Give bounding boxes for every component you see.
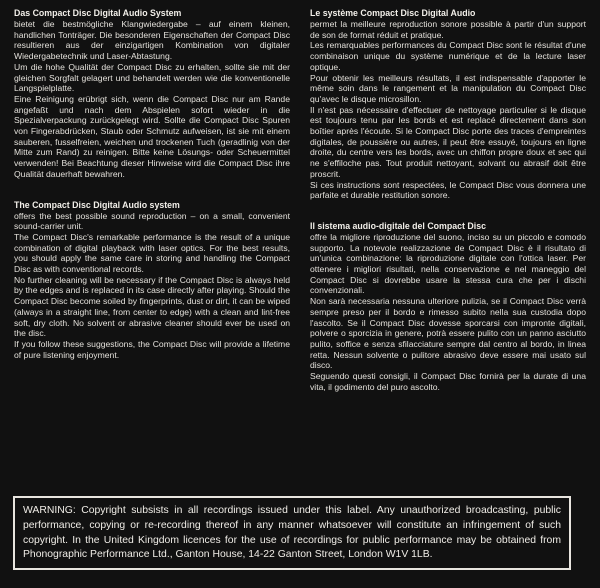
copyright-warning-box [13, 496, 571, 570]
text-columns [14, 8, 586, 478]
italian-title: Il sistema audio-digitale del Compact Disc [310, 220, 486, 231]
italian-paragraph: Non sarà necessaria nessuna ulteriore pulizia, se il Compact Disc verrà sempre preso per il bordo e rimesso subito nella sua custodia dopo l'ascolto. Se il Compact Disc dovesse sporcarsi con impronte digitali, polvere o sporcizia in genere, potrà essere pulito con un panno asciutto pulito, soffice e senza sfilacciature sempre dal centro al bordo, in linea retta. Nessun solvente o pulitore abrasivo deve essere mai usato sul disco. [310, 296, 586, 371]
german-paragraph: Eine Reinigung erübrigt sich, wenn die Compact Disc nur am Rande angefaßt und nach dem Abspielen sofort wieder in die Spezialverpackung zurückgelegt wird. Sollte die Compact Disc Spuren von Fingerabdrücken, Staub oder Schmutz aufweisen, ist sie mit einem sauberen, fusselfreien, weichen und trockenen Tuch (geradlinig von der Mitte zum Rand) zu reinigen. Bitte keine Lösungs- oder Scheuermittel verwenden! Bei Beachtung dieser Hinweise wird die Compact Disc ihre Qualität dauerhaft bewahren. [14, 93, 290, 179]
english-title: The Compact Disc Digital Audio system [14, 199, 180, 210]
english-paragraph: offers the best possible sound reproduction – on a small, convenient sound-carrier unit. [14, 210, 290, 232]
french-paragraph: Pour obtenir les meilleurs résultats, il est indispensable d'apporter le même soin dans le rangement et la manipulation du Compact Disc qu'avec le disque microsillon. [310, 72, 586, 104]
german-paragraph: bietet die bestmögliche Klangwiedergabe – auf einem kleinen, handlichen Tonträger. Die besonderen Eigenschaften der Compact Disc resultieren aus der einzigartigen Kombination von digitaler Wiedergabetechnik und Laser-Abtastung. [14, 19, 290, 62]
english-paragraph: If you follow these suggestions, the Compact Disc will provide a lifetime of pure listening enjoyment. [14, 338, 290, 360]
left-column [14, 8, 290, 478]
german-title: Das Compact Disc Digital Audio System [14, 8, 182, 18]
german-paragraph: Um die hohe Qualität der Compact Disc zu erhalten, sollte sie mit der gleichen Sorgfalt gelagert und behandelt werden wie die konventionelle Langspielplatte. [14, 61, 290, 94]
french-paragraph: permet la meilleure reproduction sonore possible à partir d'un support de son de format réduit et pratique. [310, 19, 586, 40]
italian-paragraph: Seguendo questi consigli, il Compact Disc fornirà per la durate di una vita, il godimento del puro ascolto. [310, 371, 586, 392]
copyright-warning-text: WARNING: Copyright subsists in all recordings issued under this label. Any unauthorized broadcasting, public performance, copying or re-recording thereof in any manner whatsoever will constitute an infringement of such copyright. In the United Kingdom licences for the use of recordings for public performance may be obtained from Phonographic Performance Ltd., Ganton House, 14-22 Ganton Street, London W1V 1LB. [23, 505, 561, 561]
italian-section [310, 221, 586, 393]
german-section [14, 8, 290, 180]
french-title: Le système Compact Disc Digital Audio [310, 8, 476, 18]
english-section [14, 200, 290, 361]
right-column [310, 8, 586, 478]
french-paragraph: Si ces instructions sont respectées, le Compact Disc vous donnera une parfaite et durable restitution sonore. [310, 179, 586, 201]
italian-paragraph: offre la migliore riproduzione del suono, inciso su un piccolo e comodo supporto. La notevole realizzazione de Compact Disc è il risultato di un'unica combinazione: la riproduzione digitale con l'ottica laser. Per ottenere i migliori risultati, nella conservazione e nel maneggio del Compact Disc si dovrebbe usare la stessa cura che per i dischi convenzionali. [310, 231, 586, 296]
french-paragraph: Les remarquables performances du Compact Disc sont le résultat d'une combinaison unique du système numérique et de la lecture laser optique. [310, 40, 586, 72]
english-paragraph: The Compact Disc's remarkable performance is the result of a unique combination of digital playback with laser optics. For the best results, you should apply the same care in storing and handling the Compact Disc as with conventional records. [14, 231, 290, 275]
french-section [310, 8, 586, 201]
french-paragraph: Il n'est pas nécessaire d'effectuer de nettoyage particulier si le disque est toujours tenu par les bords et est replacé directement dans son boîtier après l'écoute. Si le Compact Disc porte des traces d'empreintes digitales, de poussière ou autres, il peut être essuyé, toujours en ligne droite, du centre vers les bords, avec un chiffon propre doux et sec qui ne s'effiloche pas. Tout produit nettoyant, solvant ou abrasif doit être proscrit. [310, 104, 586, 179]
english-paragraph: No further cleaning will be necessary if the Compact Disc is always held by the edges and is replaced in its case directly after playing. Should the Compact Disc become soiled by fingerprints, dust or dirt, it can be wiped (always in a straight line, from center to edge) with a clean and lint-free soft, dry cloth. No solvent or abrasive cleaner should ever be used on the disc. [14, 274, 290, 339]
